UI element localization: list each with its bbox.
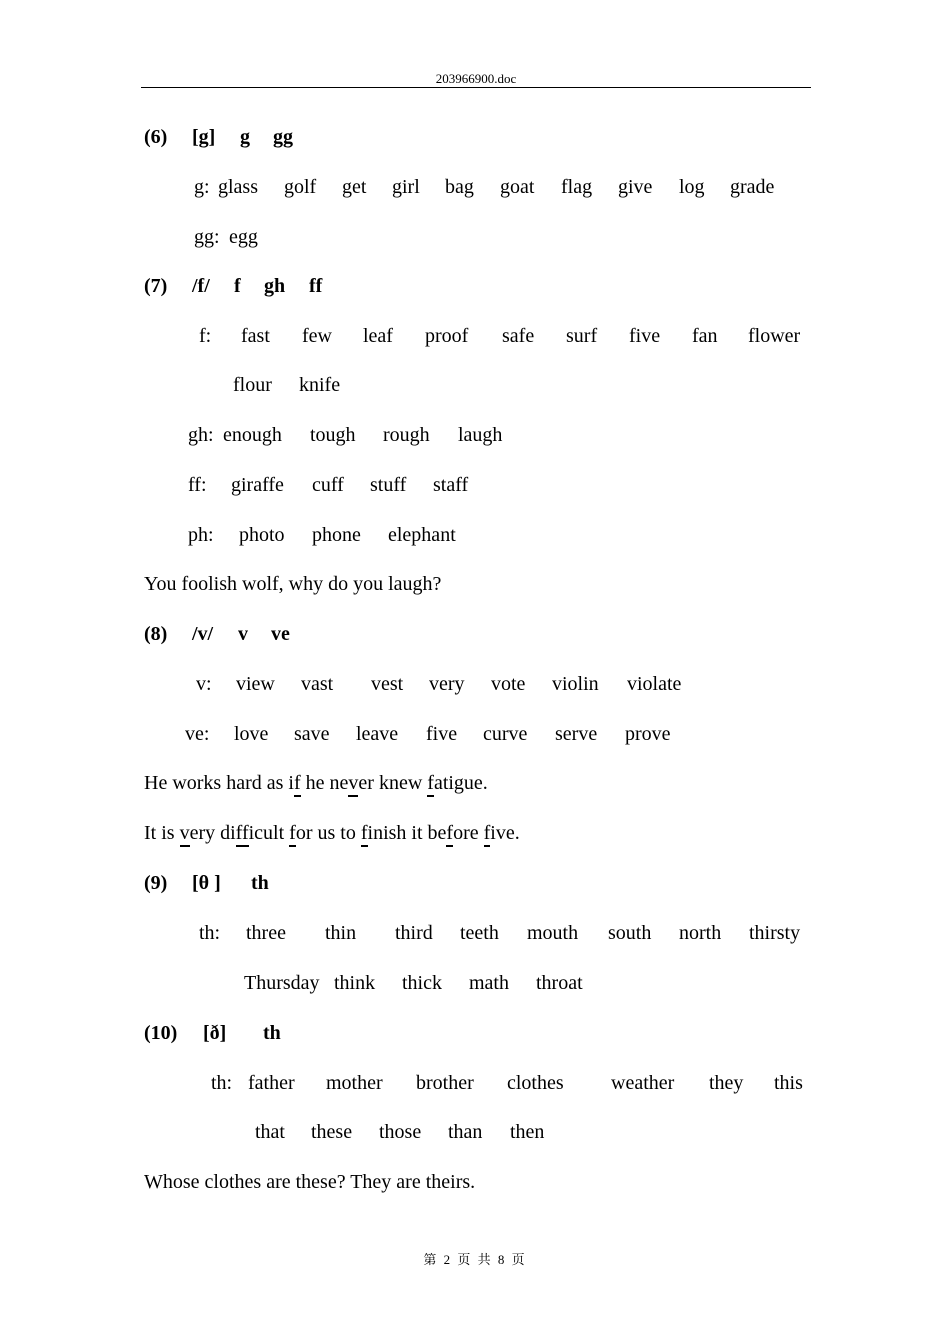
word: fan (692, 325, 718, 347)
sentence-part: It is (144, 822, 180, 844)
spelling: gh (264, 275, 286, 297)
example-sentence-v2 (144, 821, 520, 845)
word: photo (239, 524, 285, 546)
page-number: 第 2 页 共 8 页 (423, 1252, 527, 1267)
word: tough (310, 424, 356, 446)
sentence-part: atigue. (433, 772, 488, 794)
word: staff (433, 474, 469, 496)
word: Thursday (244, 972, 320, 994)
word: leaf (363, 325, 393, 347)
word: brother (416, 1072, 474, 1094)
word: clothes (507, 1072, 564, 1094)
word: this (774, 1072, 803, 1094)
phonetic-symbol: [θ ] (192, 872, 221, 894)
phonetic-symbol: /v/ (192, 623, 214, 645)
spelling: v (238, 623, 248, 645)
sentence-part: er knew (358, 772, 428, 794)
word: three (246, 922, 286, 944)
spelling: ff (309, 275, 323, 297)
sentence-part: ore (453, 822, 484, 844)
word: vest (371, 673, 404, 695)
word: goat (500, 176, 535, 198)
underlined-letter: f (294, 772, 301, 797)
word: prove (625, 723, 671, 745)
underlined-letter: f (427, 772, 434, 797)
row-label: gg: (194, 226, 220, 248)
word: south (608, 922, 652, 944)
word: then (510, 1121, 545, 1143)
word: vote (491, 673, 526, 695)
row-label: f: (199, 325, 212, 347)
word: curve (483, 723, 528, 745)
section-number: (7) (144, 275, 168, 297)
spelling: gg (273, 126, 293, 148)
row-label: ve: (185, 723, 210, 745)
word: phone (312, 524, 361, 546)
spelling: th (251, 872, 269, 894)
word: violate (627, 673, 682, 695)
row-label: gh: (188, 424, 214, 446)
sentence-part: ery di (189, 822, 236, 844)
word: thirsty (749, 922, 801, 944)
word: vast (301, 673, 334, 695)
word: father (248, 1072, 295, 1094)
word: that (255, 1121, 285, 1143)
word: violin (552, 673, 599, 695)
word: thin (325, 922, 357, 944)
word: mouth (527, 922, 579, 944)
underlined-letter: v (348, 772, 358, 797)
word: give (618, 176, 653, 198)
word: cuff (312, 474, 344, 496)
word: enough (223, 424, 282, 446)
word: five (426, 723, 458, 745)
section-number: (6) (144, 126, 168, 148)
spelling: g (240, 126, 250, 148)
row-label: ph: (188, 524, 214, 546)
word: proof (425, 325, 469, 347)
underlined-letter: v (180, 822, 190, 847)
word: grade (730, 176, 775, 198)
word: those (379, 1121, 422, 1143)
word: glass (218, 176, 258, 198)
row-label: g: (194, 176, 210, 198)
example-sentence-th: Whose clothes are these? They are theirs. (144, 1171, 476, 1193)
phonetic-symbol: /f/ (192, 275, 210, 297)
word: elephant (388, 524, 456, 546)
word: surf (566, 325, 598, 347)
word: giraffe (231, 474, 284, 496)
word: they (709, 1072, 744, 1094)
word: log (679, 176, 705, 198)
sentence-part: icult (248, 822, 290, 844)
word: throat (536, 972, 583, 994)
sentence-part: ive. (490, 822, 520, 844)
word: stuff (370, 474, 407, 496)
word: math (469, 972, 509, 994)
word: flower (748, 325, 801, 347)
word: these (311, 1121, 353, 1143)
underlined-letter: ff (236, 822, 249, 847)
word: laugh (458, 424, 503, 446)
row-label: th: (199, 922, 221, 944)
word: get (342, 176, 367, 198)
word: bag (445, 176, 474, 198)
word: very (429, 673, 465, 695)
word: flour (233, 374, 272, 396)
row-label: ff: (188, 474, 207, 496)
word: leave (356, 723, 399, 745)
word: rough (383, 424, 430, 446)
spelling: ve (271, 623, 290, 645)
spelling: th (263, 1022, 281, 1044)
word: mother (326, 1072, 383, 1094)
phonetic-symbol: [g] (192, 126, 216, 148)
word: egg (229, 226, 258, 248)
word: golf (284, 176, 317, 198)
word: think (334, 972, 376, 994)
word: serve (555, 723, 598, 745)
phonetic-symbol: [ð] (203, 1022, 227, 1044)
word: five (629, 325, 661, 347)
sentence-part: or us to (295, 822, 361, 844)
word: weather (611, 1072, 675, 1094)
word: third (395, 922, 433, 944)
example-sentence-v1 (144, 771, 488, 795)
word: than (448, 1121, 483, 1143)
word: thick (402, 972, 442, 994)
page-header: 203966900.doc (141, 70, 811, 88)
row-label: th: (211, 1072, 233, 1094)
section-number: (9) (144, 872, 168, 894)
word: love (234, 723, 269, 745)
word: knife (299, 374, 341, 396)
word: safe (502, 325, 535, 347)
word: few (302, 325, 332, 347)
underlined-letter: f (484, 822, 491, 847)
word: fast (241, 325, 270, 347)
word: girl (392, 176, 420, 198)
underlined-letter: f (446, 822, 453, 847)
word: view (236, 673, 275, 695)
row-label: v: (196, 673, 212, 695)
word: save (294, 723, 330, 745)
word: flag (561, 176, 593, 198)
example-sentence-f: You foolish wolf, why do you laugh? (144, 573, 442, 595)
section-number: (8) (144, 623, 168, 645)
word: teeth (460, 922, 499, 944)
word: north (679, 922, 722, 944)
underlined-letter: f (361, 822, 368, 847)
sentence-part: he ne (300, 772, 349, 794)
underlined-letter: f (289, 822, 296, 847)
sentence-part: He works hard as i (144, 772, 294, 794)
section-number: (10) (144, 1022, 178, 1044)
spelling: f (234, 275, 241, 297)
sentence-part: inish it be (367, 822, 447, 844)
